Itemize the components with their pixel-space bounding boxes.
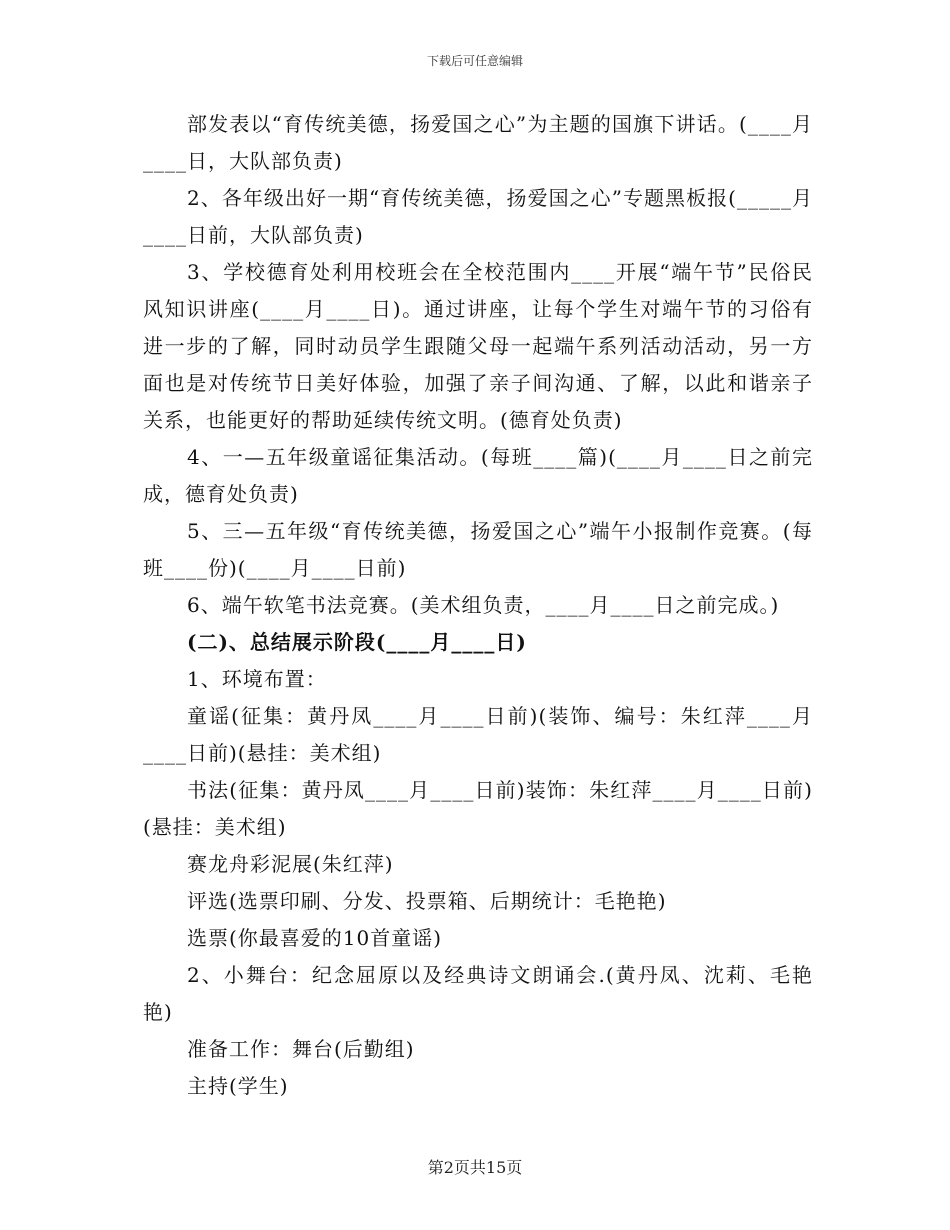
paragraph-8: 1、环境布置： [187,667,327,691]
paragraph-10: 书法(征集：黄丹凤____月____日前)装饰：朱红萍____月____日前)(悬挂：美术组) [143,778,813,839]
paragraph-3: 3、学校德育处利用校班会在全校范围内____开展“端午节”民俗民风知识讲座(____月____日)。通过讲座，让每个学生对端午节的习俗有进一步的了解，同时动员学生跟随父母一起端午系列活动活动，另一方面也是对传统节日美好体验，加强了亲子间沟通、了解，以此和谐亲子关系，也能更好的帮助延续传统文明。(德育处负责) [143,260,813,432]
paragraph-13: 选票(你最喜爱的10首童谣) [187,926,443,950]
page-header: 下载后可任意编辑 [426,54,523,68]
paragraph-6: 6、端午软笔书法竞赛。(美术组负责，____月____日之前完成。) [187,593,780,617]
paragraph-5: 5、三—五年级“育传统美德，扬爱国之心”端午小报制作竞赛。(每班____份)(____月____日前) [143,519,813,580]
paragraph-4: 4、一—五年级童谣征集活动。(每班____篇)(____月____日之前完成，德育处负责) [143,445,813,506]
document-body [143,106,813,1105]
page-footer: 第2页共15页 [427,1158,523,1177]
paragraph-2: 2、各年级出好一期“育传统美德，扬爱国之心”专题黑板报(_____月____日前，大队部负责) [143,186,813,247]
paragraph-1: 部发表以“育传统美德，扬爱国之心”为主题的国旗下讲话。(____月____日，大队部负责) [143,112,813,173]
paragraph-15: 准备工作：舞台(后勤组) [187,1037,415,1061]
paragraph-11: 赛龙舟彩泥展(朱红萍) [187,852,394,876]
paragraph-14: 2、小舞台：纪念屈原以及经典诗文朗诵会.(黄丹凤、沈莉、毛艳艳) [143,963,813,1024]
section-heading: (二)、总结展示阶段(____月____日) [187,630,527,654]
paragraph-9: 童谣(征集：黄丹凤____月____日前)(装饰、编号：朱红萍____月____日前)(悬挂：美术组) [143,704,813,765]
paragraph-12: 评选(选票印刷、分发、投票箱、后期统计：毛艳艳) [187,889,667,913]
paragraph-16: 主持(学生) [187,1074,289,1098]
